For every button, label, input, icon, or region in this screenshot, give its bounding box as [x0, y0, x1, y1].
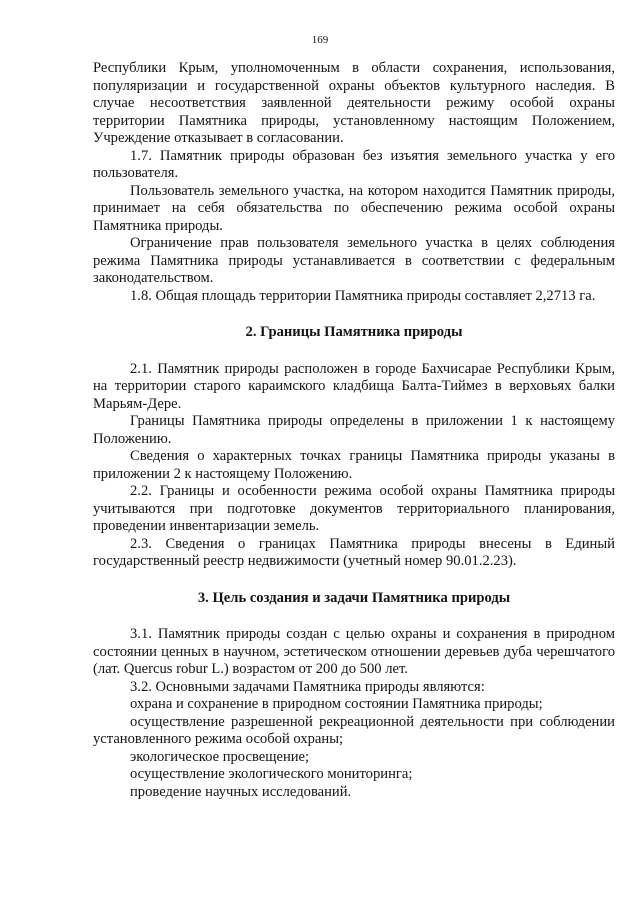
paragraph-1-7: 1.7. Памятник природы образован без изъятия земельного участка у его пользователя. [93, 147, 615, 181]
paragraph-1-8: 1.8. Общая площадь территории Памятника природы составляет 2,2713 га. [130, 287, 596, 304]
paragraph-3-1: 3.1. Памятник природы создан с целью охраны и сохранения в природном состоянии ценных в научном, эстетическом отношении деревьев дуба черешчатого (лат. Quercus robur L.) возрастом от 200 до 500 лет. [93, 626, 615, 677]
paragraph-continued: Республики Крым, уполномоченным в области сохранения, использования, популяризации и государственной охраны объектов культурного наследия. В случае несоответствия заявленной деятельности режиму особой охраны территории Памятника природы, установленному настоящим Положением, Учреждение отказывает в согласовании. [93, 60, 615, 146]
section-3-heading: 3. Цель создания и задачи Памятника природы [197, 589, 511, 606]
paragraph-2-1: 2.1. Памятник природы расположен в городе Бахчисарае Республики Крым, на территории старого караимского кладбища Балта-Тиймез в верховьях балки Марьям-Дере. [93, 360, 615, 412]
paragraph-task-protection: охрана и сохранение в природном состоянии Памятника природы; [130, 696, 543, 712]
paragraph-3-2: 3.2. Основными задачами Памятника природы являются: [130, 678, 485, 695]
paragraph-land-user: Пользователь земельного участка, на котором находится Памятник природы, принимает на себя обязательства по обеспечению режима особой охраны Памятника природы. [93, 182, 615, 234]
paragraph-rights-restriction: Ограничение прав пользователя земельного участка в целях соблюдения режима Памятника природы устанавливается в соответствии с федеральным законодательством. [93, 235, 615, 286]
page-number: 169 [311, 34, 329, 46]
paragraph-2-2: 2.2. Границы и особенности режима особой охраны Памятника природы учитываются при подготовке документов территориального планирования, проведении инвентаризации земель. [93, 483, 615, 534]
paragraph-boundaries-appendix-1: Границы Памятника природы определены в приложении 1 к настоящему Положению. [93, 413, 615, 447]
list-item: осуществление экологического мониторинга; [130, 766, 413, 782]
list-item: экологическое просвещение; [130, 748, 310, 765]
paragraph-task-recreation: осуществление разрешенной рекреационной деятельности при соблюдении установленного режима особой охраны; [93, 713, 615, 747]
paragraph-2-3: 2.3. Сведения о границах Памятника природы внесены в Единый государственный реестр недвижимости (учетный номер 90.01.2.23). [93, 535, 615, 569]
paragraph-points-appendix-2: Сведения о характерных точках границы Памятника природы указаны в приложении 2 к настоящему Положению. [93, 448, 615, 482]
document-body [93, 60, 615, 801]
list-item: проведение научных исследований. [130, 783, 352, 800]
section-2-heading: 2. Границы Памятника природы [245, 324, 463, 340]
